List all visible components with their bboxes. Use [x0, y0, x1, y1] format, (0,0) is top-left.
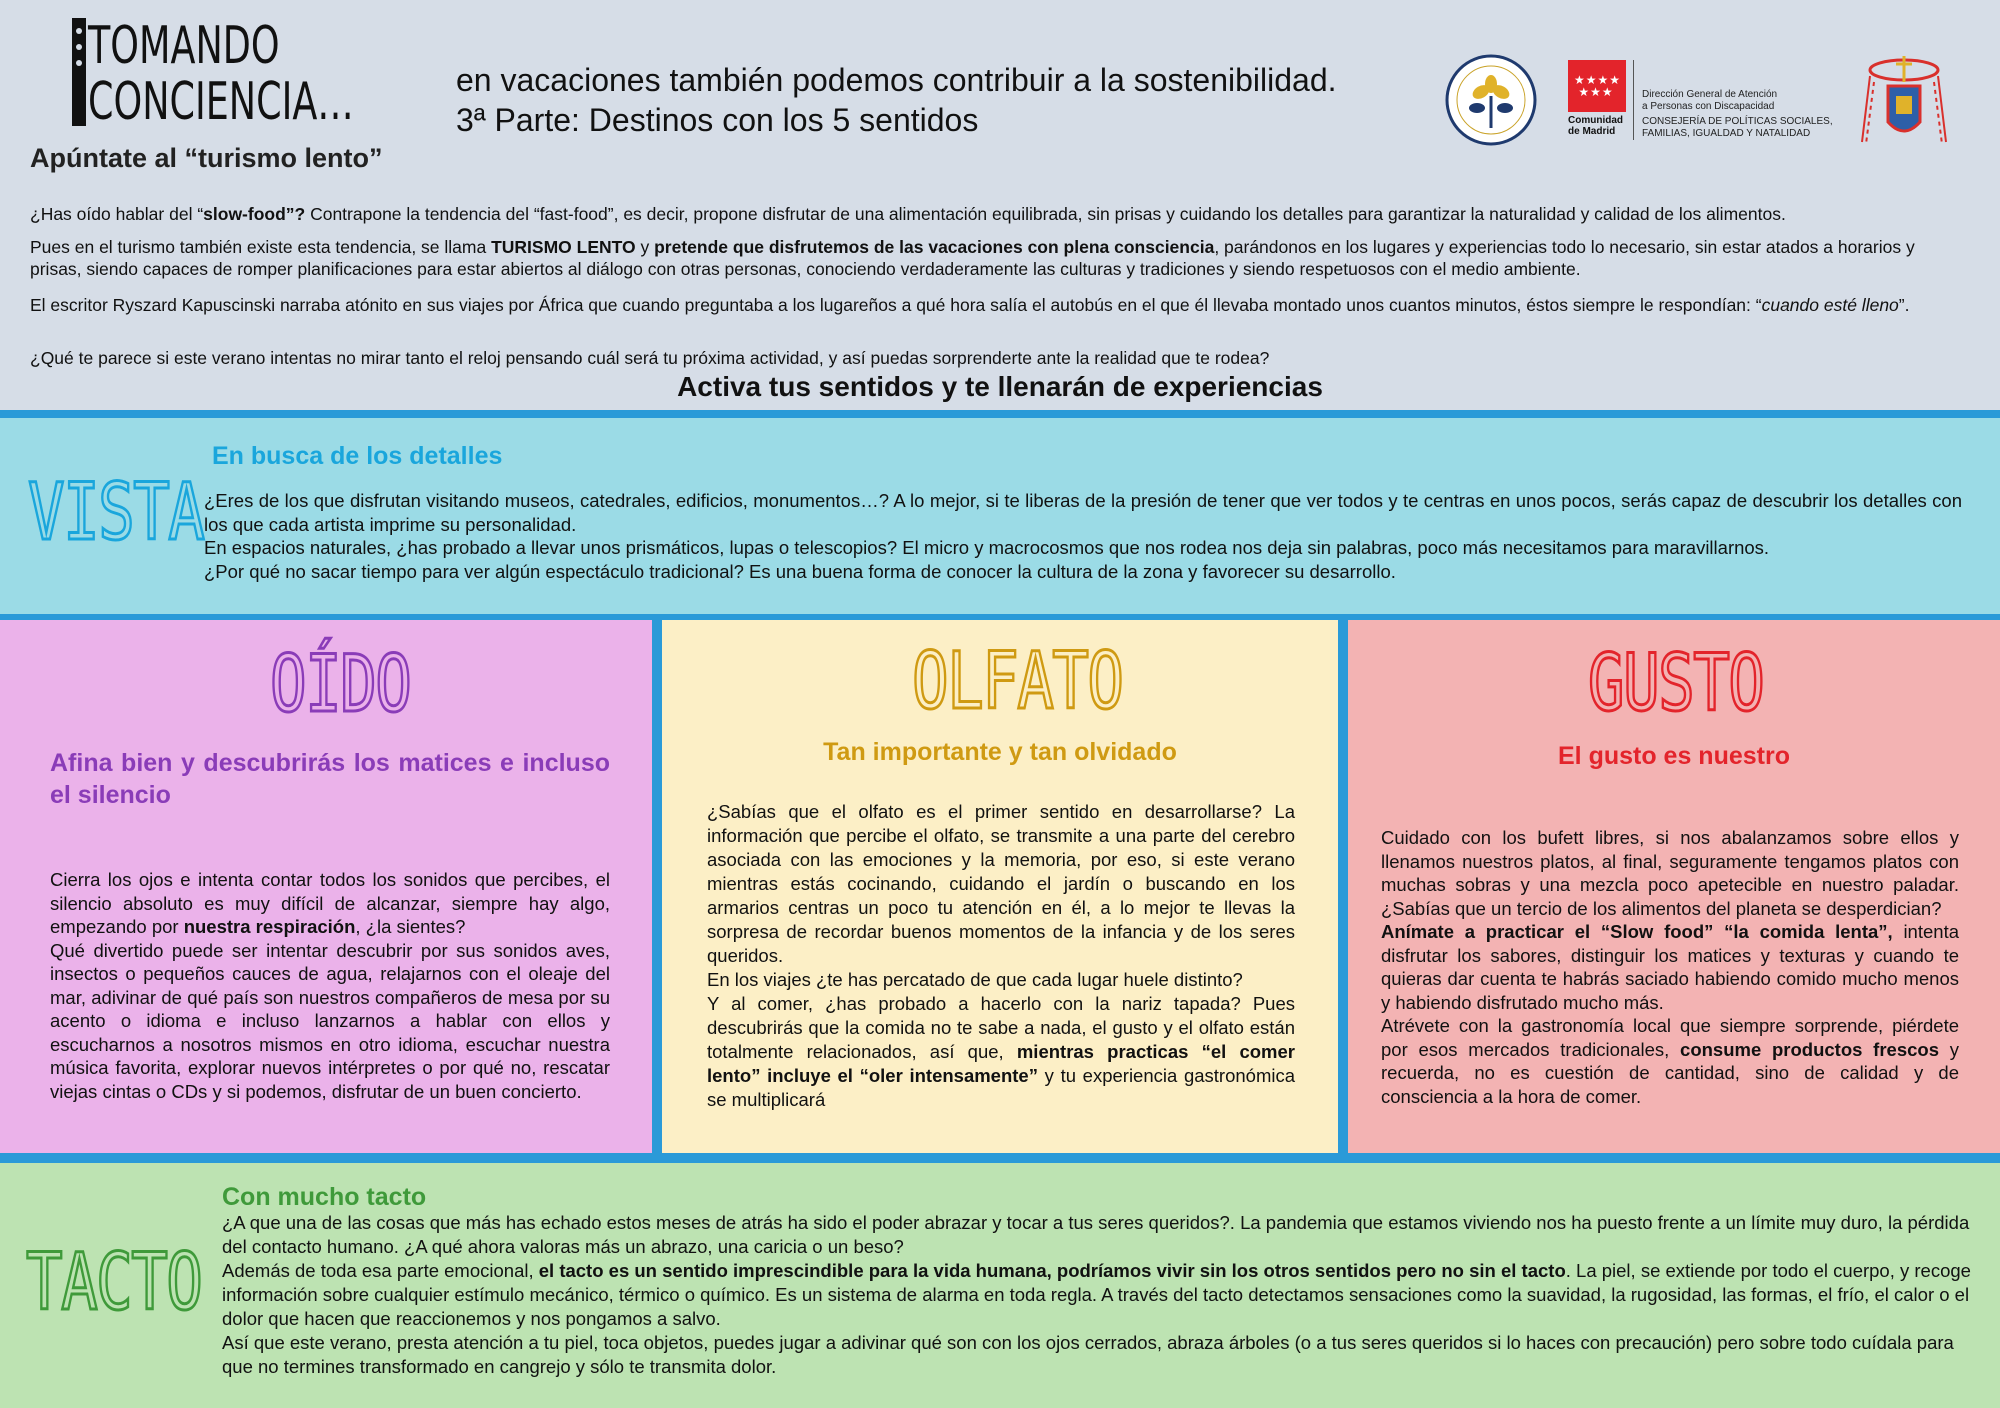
olfato-title: OLFATO [912, 637, 1123, 727]
intro-paragraph-1 [30, 203, 1970, 225]
gusto-title: GUSTO [1588, 639, 1764, 729]
intro-paragraph-2 [30, 236, 1970, 280]
oido-p1-bold: nuestra respiración [183, 916, 356, 937]
gusto-p2 [1381, 920, 1959, 1014]
intro-p3-c: ”. [1898, 295, 1910, 315]
fundacion-logo [1443, 52, 1539, 148]
olfato-p3-a: Y al comer, ¿has probado a hacerlo con la nariz tapada? Pues descubrirás que la comida no te sabe a nada, el gusto y el olfato están totalmente relacionados, así que, [707, 993, 1295, 1062]
tacto-p2-a: Además de toda esa parte emocional, [222, 1260, 539, 1281]
tacto-p2-c: . La piel, se extiende por todo el cuerpo, y recoge información sobre cualquier estímulo mecánico, térmico o químico. Es un sistema de alarma en toda regla. A través del tacto detectamos sensaciones como la suavidad, la rugosidad, las formas, el frío, el calor o el dolor que hacen que reaccionemos y nos pongamos a salvo. [222, 1260, 1971, 1329]
stripe-bottom [0, 1153, 2000, 1163]
tacto-subtitle: Con mucho tacto [222, 1183, 427, 1211]
olfato-p3-bold: mientras practicas “el comer lento” incluye el “oler intensamente” [707, 1041, 1295, 1086]
logo-bar [72, 18, 86, 126]
vista-body [204, 489, 1962, 583]
oido-p1-a: Cierra los ojos e intenta contar todos los sonidos que percibes, el silencio absoluto es muy difícil de alcanzar, siempre hay algo, empezando por [50, 869, 610, 937]
cons-line-1: CONSEJERÍA DE POLÍTICAS SOCIALES, [1642, 116, 1833, 127]
olfato-p3-c: y tu experiencia gastronómica se multiplicará [707, 1065, 1295, 1110]
activa-heading: Activa tus sentidos y te llenarán de experiencias [677, 371, 1323, 402]
intro-p1-a: ¿Has oído hablar del “ [30, 204, 204, 224]
oido-subtitle: Afina bien y descubrirás los matices e incluso el silencio [50, 749, 610, 809]
column-divider-1 [652, 620, 662, 1153]
logo-line-1: OMANDO [110, 16, 280, 76]
gusto-p3-bold: consume productos frescos [1680, 1038, 1939, 1060]
gusto-p3-c: y recuerda, no es cuestión de cantidad, sino de calidad y de consciencia a la hora de comer. [1381, 1038, 1959, 1107]
logo-line-2: ONCIENCIA… [113, 72, 354, 132]
tacto-p3: Así que este verano, presta atención a tu piel, toca objetos, puedes jugar a adivinar qué son con los ojos cerrados, abraza árboles (o a tus seres queridos si lo haces con precaución) pero sobre todo cuídala para que no termines transformado en cangrejo y sólo te transmita dolor. [222, 1332, 1954, 1377]
gusto-section [1348, 620, 2000, 1153]
intro-p2-c: y [635, 237, 655, 257]
oido-title: OÍDO [270, 640, 411, 730]
gusto-p3 [1381, 1014, 1959, 1108]
intro-p3-a: El escritor Ryszard Kapuscinski narraba atónito en sus viajes por África que cuando preguntaba a los lugareños a qué hora salía el autobús en el que él llevaba montado unos cuantos minutos, éstos siempre le respondían: “ [30, 295, 1762, 315]
cm-name-1: Comunidad [1568, 115, 1623, 126]
comunidad-madrid-logo [1568, 60, 1628, 144]
tacto-p2-bold: el tacto es un sentido imprescindible para la vida humana, podríamos vivir sin los otros sentidos pero no sin el tacto [538, 1260, 1566, 1281]
logo-cap-c: C [88, 72, 114, 132]
intro-paragraph-3 [30, 294, 1970, 316]
logo-dot [76, 60, 82, 66]
oido-body [50, 868, 610, 1103]
headline-line-2: 3ª Parte: Destinos con los 5 sentidos [456, 102, 979, 138]
olfato-p1: ¿Sabías que el olfato es el primer sentido en desarrollarse? La información que percibe el olfato, se transmite a una parte del cerebro asociada con las emociones y la memoria, por eso, si este verano mientras estás cocinando, cuidando el jardín o buscando en los armarios centras un poco tu atención en él, a lo mejor te llevas la sorpresa de recordar buenos momentos de la infancia y de los seres queridos. [707, 801, 1295, 966]
oido-p1-c: , ¿la sientes? [355, 916, 466, 937]
olfato-p3 [707, 992, 1295, 1112]
oido-section [0, 620, 652, 1153]
cons-line-2: FAMILIAS, IGUALDAD Y NATALIDAD [1642, 128, 1811, 139]
vista-title: VISTA [28, 468, 204, 558]
gusto-p1: Cuidado con los bufett libres, si nos abalanzamos sobre ellos y llenamos nuestros platos, al final, seguramente tengamos platos con muchas sobras y una mezcla poco apetecible en nuestro paladar. ¿Sabías que un tercio de los alimentos del planeta se desperdician? [1381, 827, 1959, 919]
olfato-section [662, 620, 1338, 1153]
headline-line-1: en vacaciones también podemos contribuir a la sostenibilidad. [456, 62, 1337, 98]
vista-p2: En espacios naturales, ¿has probado a llevar unos prismáticos, lupas o telescopios? El micro y macrocosmos que nos rodea nos deja sin palabras, poco más necesitamos para maravillarnos. [204, 537, 1770, 558]
header-subtitle: Apúntate al “turismo lento” [30, 143, 383, 173]
cm-divider [1633, 60, 1634, 140]
intro-p1-bold: slow-food”? [203, 204, 306, 224]
stripe-top [0, 410, 2000, 418]
tacto-section [0, 1163, 2000, 1408]
vista-section [0, 418, 2000, 614]
intro-p2-a: Pues en el turismo también existe esta tendencia, se llama [30, 237, 492, 257]
dg-line-1: Dirección General de Atención [1642, 89, 1778, 100]
oido-p1 [50, 868, 610, 939]
gusto-subtitle: El gusto es nuestro [1558, 742, 1790, 770]
intro-paragraph-4: ¿Qué te parece si este verano intentas no mirar tanto el reloj pensando cuál será tu próxima actividad, y así puedas sorprenderte ante la realidad que te rodea? [30, 348, 1270, 368]
gusto-body [1381, 826, 1959, 1108]
tacto-title: TACTO [26, 1238, 202, 1328]
intro-p2-e: , parándonos en los lugares y experiencias todo lo necesario, sin estar atados a horarios y prisas, siendo capaces de romper planificaciones para estar abiertos al diálogo con otras personas, conociendo verdaderamente las culturas y tradiciones y siendo respetuosos con el medio ambiente. [30, 237, 1915, 279]
madrid-flag: ★★★★ ★★★ [1568, 60, 1626, 112]
column-divider-2 [1338, 620, 1348, 1153]
intro-p1-c: Contrapone la tendencia del “fast-food”, es decir, propone disfrutar de una alimentación equilibrada, sin prisas y cuidando los detalles para garantizar la naturalidad y calidad de los alimentos. [305, 204, 1786, 224]
gusto-p2-b: intenta disfrutar los sabores, distinguir los matices y texturas y cuando te quieras dar cuenta te habrás saciado habiendo comido mucho menos y habiendo disfrutado mucho más. [1381, 921, 1959, 1013]
olfato-p2: En los viajes ¿te has percatado de que cada lugar huele distinto? [707, 969, 1243, 990]
intro-p2-bold-2: pretende que disfrutemos de las vacaciones con plena consciencia [654, 237, 1215, 257]
headline [456, 60, 1337, 140]
tomando-conciencia-logo [70, 16, 400, 136]
logo-dot [76, 44, 82, 50]
dg-line-2: a Personas con Discapacidad [1642, 101, 1775, 112]
logo-cap-t: T [88, 16, 111, 76]
gusto-p2-bold: Anímate a practicar el “Slow food” “la comida lenta”, [1381, 921, 1893, 942]
intro-p2-bold-1: TURISMO LENTO [491, 237, 636, 257]
vista-p3: ¿Por qué no sacar tiempo para ver algún espectáculo tradicional? Es una buena forma de conocer la cultura de la zona y favorecer su desarrollo. [204, 560, 1396, 582]
logo-dot [76, 28, 82, 34]
vista-subtitle: En busca de los detalles [212, 442, 503, 470]
olfato-body [707, 800, 1295, 1112]
vista-p1: ¿Eres de los que disfrutan visitando museos, catedrales, edificios, monumentos…? A lo mejor, si te liberas de la presión de tener que ver todos y te centras en unos pocos, serás capaz de descubrir los detalles con los que cada artista imprime su personalidad. [204, 490, 1962, 535]
tacto-body [222, 1211, 1982, 1379]
consejeria-text [1642, 89, 1833, 140]
oido-p2: Qué divertido puede ser intentar descubrir por sus sonidos aves, insectos o pequeños cauces de agua, relajarnos con el oleaje del mar, adivinar de qué país son nuestros compañeros de mesa por su acento o idioma e incluso lanzarnos a hablar con ellos y escucharnos a nosotros mismos en otro idioma, escuchar nuestra música favorita, explorar nuevos intérpretes o por qué no, rescatar viejas cintas o CDs y si podemos, disfrutar de un buen concierto. [50, 939, 610, 1102]
olfato-subtitle: Tan importante y tan olvidado [823, 738, 1177, 766]
gusto-p3-a: Atrévete con la gastronomía local que siempre sorprende, piérdete por esos mercados tradicionales, [1381, 1015, 1959, 1060]
intro-p3-italic: cuando esté lleno [1761, 295, 1899, 315]
tacto-p1: ¿A que una de las cosas que más has echado estos meses de atrás ha sido el poder abrazar y tocar a tus seres queridos?. La pandemia que estamos viviendo nos ha puesto frente a un límite muy duro, la pérdida del contacto humano. ¿A qué ahora valoras más un abrazo, una caricia o un beso? [222, 1212, 1970, 1257]
tacto-p2 [222, 1259, 1982, 1331]
cm-name-2: de Madrid [1568, 126, 1616, 137]
arzobispado-coat-of-arms [1856, 52, 1952, 152]
